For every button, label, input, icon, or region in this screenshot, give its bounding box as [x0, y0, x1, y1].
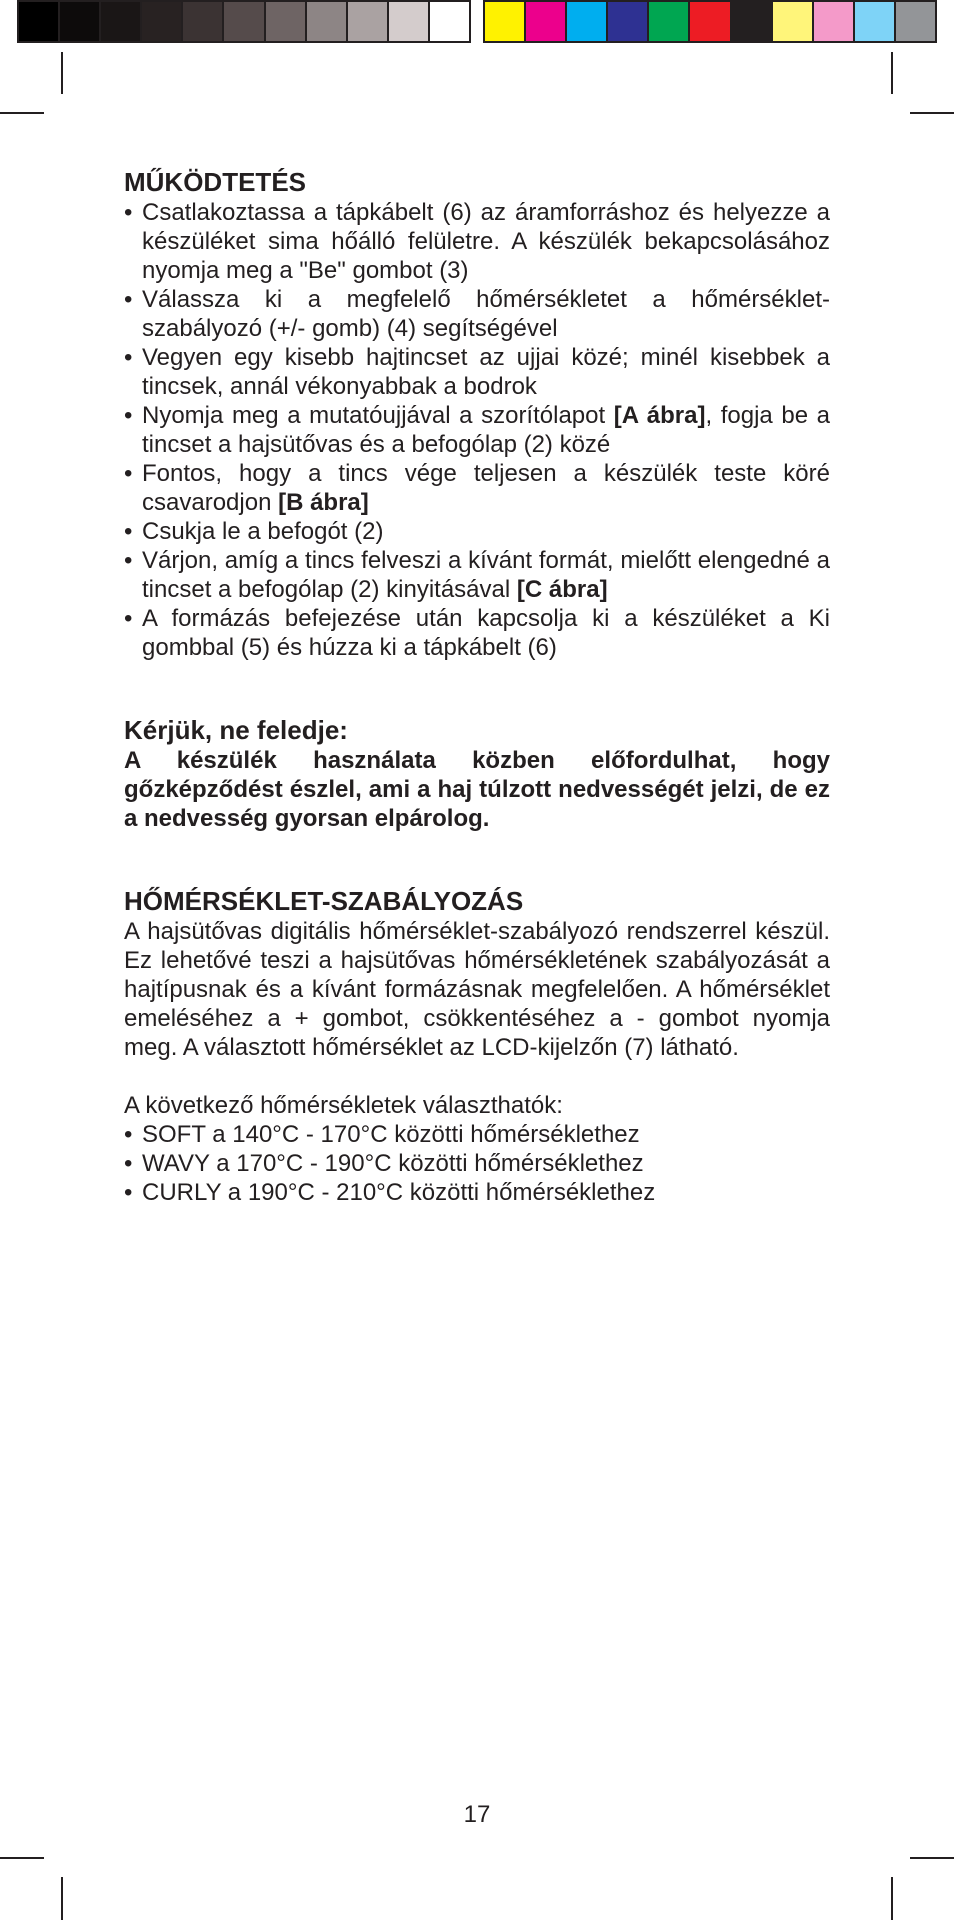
color-swatch: [266, 2, 307, 41]
color-swatch: [60, 2, 101, 41]
temperature-title: HŐMÉRSÉKLET-SZABÁLYOZÁS: [124, 886, 524, 916]
list-item: [124, 285, 830, 343]
operation-section: [124, 166, 830, 662]
operation-title: MŰKÖDTETÉS: [124, 167, 306, 197]
color-swatch: [567, 2, 608, 41]
color-calibration-bar: [0, 0, 954, 46]
step-text: A formázás befejezése után kapcsolja ki a készüléket a Ki gombbal (5) és húzza ki a tápkábelt (6): [142, 605, 830, 661]
color-swatch: [896, 2, 935, 41]
color-swatches: [483, 0, 937, 43]
crop-mark-bottom-right-horizontal: [910, 1857, 954, 1859]
color-swatch: [142, 2, 183, 41]
color-swatch: [608, 2, 649, 41]
step-text: Nyomja meg a mutatóujjával a szorítólapot: [142, 402, 614, 429]
color-swatch: [19, 2, 60, 41]
crop-mark-top-left-horizontal: [0, 112, 44, 114]
color-swatch: [526, 2, 567, 41]
color-swatch: [183, 2, 224, 41]
list-item: [124, 517, 830, 546]
note-section: [124, 714, 830, 833]
grayscale-swatches: [17, 0, 471, 43]
list-item: [124, 546, 830, 604]
page-number: 17: [463, 1801, 491, 1828]
note-title: Kérjük, ne feledje:: [124, 715, 348, 745]
temperature-paragraph: A hajsütővas digitális hőmérséklet-szabályozó rendszerrel készül. Ez lehetővé teszi a hajsütővas hőmérsékletének szabályozását a hajtípusnak és a kívánt formázásnak megfelelően. A hőmérséklet emeléséhez a + gombot, csökkentéséhez a - gombot nyomja meg. A választott hőmérséklet az LCD-kijelzőn (7) látható.: [124, 918, 830, 1061]
crop-mark-bottom-left-horizontal: [0, 1857, 44, 1859]
color-swatch: [855, 2, 896, 41]
figure-reference: [B ábra]: [278, 489, 369, 516]
color-swatch: [101, 2, 142, 41]
option-text: WAVY a 170°C - 190°C közötti hőmérséklethez: [142, 1150, 644, 1177]
options-intro: A következő hőmérsékletek választhatók:: [124, 1092, 563, 1119]
figure-reference: [A ábra]: [613, 402, 706, 429]
color-swatch: [348, 2, 389, 41]
color-swatch: [690, 2, 731, 41]
step-text: Vegyen egy kisebb hajtincset az ujjai közé; minél kisebbek a tincsek, annál vékonyabbak a bodrok: [142, 344, 830, 400]
color-swatch: [389, 2, 430, 41]
step-text: Csukja le a befogót (2): [142, 518, 384, 545]
color-swatch: [307, 2, 348, 41]
crop-mark-top-right-horizontal: [910, 112, 954, 114]
page-content: [124, 166, 830, 1207]
crop-mark-bottom-left-vertical: [61, 1877, 63, 1920]
step-text: , fogja be a tincset a hajsütővas és a befogólap (2) közé: [142, 402, 830, 458]
color-swatch: [224, 2, 265, 41]
color-swatch: [814, 2, 855, 41]
list-item: [124, 1149, 830, 1178]
color-swatch: [485, 2, 526, 41]
color-swatch: [773, 2, 814, 41]
step-text: Válassza ki a megfelelő hőmérsékletet a hőmérséklet-szabályozó (+/- gomb) (4) segítségével: [142, 286, 830, 342]
list-item: [124, 1120, 830, 1149]
color-swatch: [732, 2, 773, 41]
temperature-section: [124, 885, 830, 1207]
step-text: Várjon, amíg a tincs felveszi a kívánt formát, mielőtt elengedné a tincset a befogólap (2) kinyitásával: [142, 547, 830, 603]
step-text: Fontos, hogy a tincs vége teljesen a készülék teste köré csavarodjon: [142, 460, 830, 516]
list-item: [124, 1178, 830, 1207]
crop-mark-bottom-right-vertical: [891, 1877, 893, 1920]
list-item: [124, 459, 830, 517]
option-text: CURLY a 190°C - 210°C közötti hőmérséklethez: [142, 1179, 656, 1206]
note-body: A készülék használata közben előfordulhat, hogy gőzképződést észlel, ami a haj túlzott nedvességét jelzi, de ez a nedvesség gyorsan elpárolog.: [124, 747, 830, 832]
step-text: Csatlakoztassa a tápkábelt (6) az áramforráshoz és helyezze a készüléket sima hőálló felületre. A készülék bekapcsolásához nyomja meg a "Be" gombot (3): [142, 199, 830, 284]
list-item: [124, 198, 830, 285]
operation-steps: [124, 198, 830, 662]
figure-reference: [C ábra]: [516, 576, 608, 603]
crop-mark-top-right-vertical: [891, 52, 893, 94]
crop-mark-top-left-vertical: [61, 52, 63, 94]
color-swatch: [430, 2, 469, 41]
list-item: [124, 604, 830, 662]
option-text: SOFT a 140°C - 170°C közötti hőmérséklethez: [142, 1121, 640, 1148]
list-item: [124, 401, 830, 459]
list-item: [124, 343, 830, 401]
temperature-options: [124, 1120, 830, 1207]
color-swatch: [649, 2, 690, 41]
